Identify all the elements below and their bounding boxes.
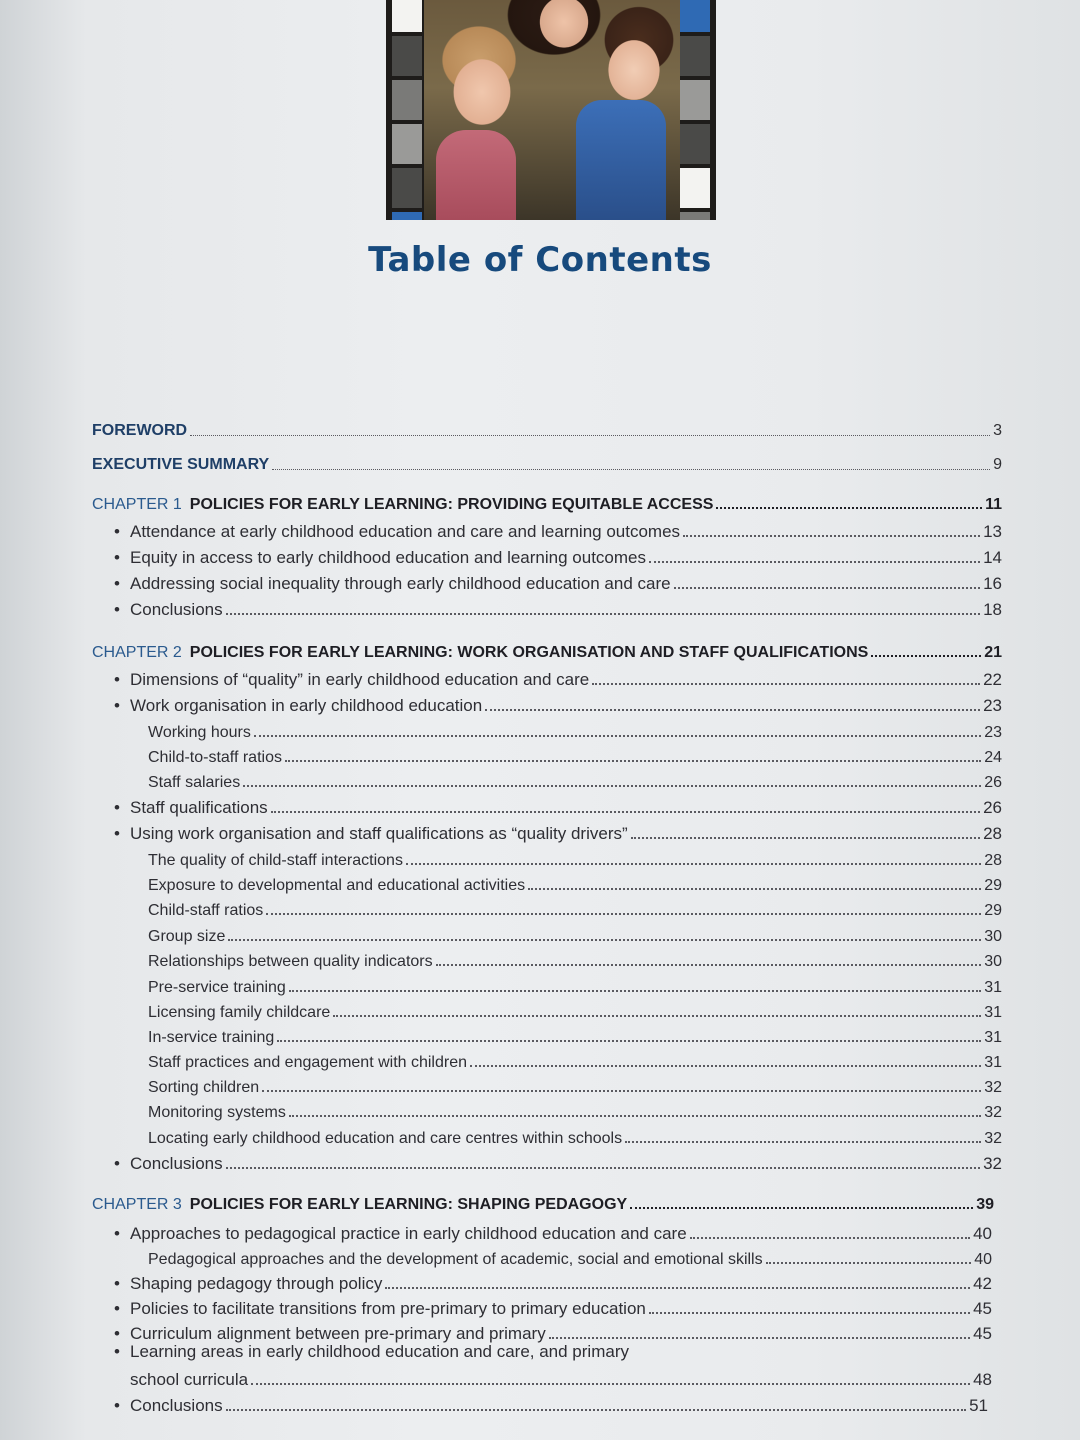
toc-subitem[interactable] [148,1023,1002,1047]
leader-dots [625,1141,981,1143]
leader-dots [683,535,980,537]
toc-label: Dimensions of “quality” in early childhood education and care [130,670,590,689]
toc-page: 42 [973,1274,992,1293]
leader-dots [251,1383,970,1385]
toc-page: 9 [993,456,1002,473]
toc-page: 40 [973,1224,992,1243]
toc-page: 32 [984,1130,1002,1147]
toc-label: school curricula [130,1370,249,1389]
toc-label: Conclusions [130,1154,223,1173]
toc-subitem[interactable] [148,922,1002,946]
leader-dots [716,507,982,509]
toc-page: 18 [983,600,1002,619]
toc-label: Shaping pedagogy through policy [130,1274,383,1293]
toc-item[interactable]: • Curriculum alignment between pre-primary and primary 45 [114,1324,992,1343]
toc-label: Relationships between quality indicators [148,953,433,970]
toc-page: 30 [984,953,1002,970]
toc-subitem[interactable] [148,846,1002,870]
leader-dots [766,1262,972,1264]
chapter-title: POLICIES FOR EARLY LEARNING: PROVIDING EQUITABLE ACCESS [189,496,714,513]
toc-label: Staff salaries [148,774,241,791]
toc-foreword[interactable] [92,416,1002,440]
leader-dots [485,709,980,711]
toc-page: 23 [983,696,1002,715]
toc-label: Pre-service training [148,979,286,996]
leader-dots [406,863,981,865]
toc-page: 39 [976,1196,994,1213]
toc-page: 31 [984,1054,1002,1071]
toc-item[interactable]: • Policies to facilitate transitions from pre-primary to primary education 45 [114,1299,992,1318]
toc-subitem[interactable] [148,896,1002,920]
toc-item[interactable]: • Conclusions 32 [114,1154,1002,1173]
toc-page: 45 [973,1324,992,1343]
toc-item[interactable]: • Equity in access to early childhood education and learning outcomes 14 [114,548,1002,567]
toc-label: Child-to-staff ratios [148,749,282,766]
toc-subitem[interactable] [148,743,1002,767]
leader-dots [649,1312,970,1314]
leader-dots [254,735,981,737]
toc-label: In-service training [148,1029,275,1046]
toc-page: 11 [985,496,1002,513]
page-title: Table of Contents [368,240,712,280]
toc-page: 45 [973,1299,992,1318]
leader-dots [592,683,980,685]
toc-label: Sorting children [148,1079,260,1096]
toc-item[interactable]: • Dimensions of “quality” in early childhood education and care 22 [114,670,1002,689]
leader-dots [631,837,980,839]
chapter-number: CHAPTER 1 [92,496,182,513]
leader-dots [190,435,990,436]
leader-dots [528,888,981,890]
toc-subitem[interactable] [148,1245,992,1269]
toc-label: Child-staff ratios [148,902,264,919]
leader-dots [243,785,981,787]
toc-item[interactable] [130,1366,992,1390]
toc-page: 32 [984,1079,1002,1096]
leader-dots [674,587,981,589]
toc-executive-summary[interactable] [92,450,1002,474]
toc-subitem[interactable] [148,718,1002,742]
toc-page: 23 [984,724,1002,741]
leader-dots [649,561,980,563]
toc-label: Conclusions [130,600,223,619]
leader-dots [436,964,982,966]
toc-chapter-3[interactable] [92,1190,994,1214]
toc-label: Equity in access to early childhood education and learning outcomes [130,548,646,567]
toc-item[interactable]: • Conclusions 18 [114,600,1002,619]
toc-page: 26 [983,798,1002,817]
toc-page: 40 [974,1251,992,1268]
toc-label: Monitoring systems [148,1104,286,1121]
toc-label: Approaches to pedagogical practice in early childhood education and care [130,1224,687,1243]
toc-label: Pedagogical approaches and the development of academic, social and emotional skills [148,1251,763,1268]
leader-dots [226,1409,966,1411]
toc-label: The quality of child-staff interactions [148,852,403,869]
toc-page: 13 [983,522,1002,541]
toc-label: EXECUTIVE SUMMARY [92,456,270,473]
toc-page: 31 [984,1004,1002,1021]
leader-dots [266,913,981,915]
toc-item[interactable]: • Addressing social inequality through early childhood education and care 16 [114,574,1002,593]
toc-label: Work organisation in early childhood education [130,696,483,715]
toc-label: Exposure to developmental and educational activities [148,877,526,894]
toc-label: Curriculum alignment between pre-primary and primary [130,1324,546,1343]
leader-dots [690,1237,970,1239]
toc-label: Staff practices and engagement with children [148,1054,468,1071]
toc-page: 14 [983,548,1002,567]
chapter-number: CHAPTER 2 [92,644,182,661]
leader-dots [277,1040,981,1042]
toc-page: 29 [984,902,1002,919]
toc-page: 16 [983,574,1002,593]
toc-subitem[interactable] [148,998,1002,1022]
chapter-title: POLICIES FOR EARLY LEARNING: WORK ORGANISATION AND STAFF QUALIFICATIONS [189,644,869,661]
toc-item[interactable]: • Staff qualifications 26 [114,798,1002,817]
toc-page: 51 [969,1396,988,1415]
toc-item[interactable]: • Using work organisation and staff qualifications as “quality drivers” 28 [114,824,1002,843]
toc-chapter-1[interactable] [92,490,1002,514]
toc-label: Working hours [148,724,251,741]
leader-dots [871,655,981,657]
leader-dots [549,1337,970,1339]
toc-page: 28 [983,824,1002,843]
leader-dots [289,990,981,992]
leader-dots [630,1207,973,1209]
chapter-title: POLICIES FOR EARLY LEARNING: SHAPING PEDAGOGY [189,1196,628,1213]
toc-page: 21 [984,644,1002,661]
toc-page: 24 [984,749,1002,766]
toc-item[interactable]: • Approaches to pedagogical practice in early childhood education and care 40 [114,1224,992,1243]
toc-item-wrapped-line1[interactable]: • Learning areas in early childhood education and care, and primary [114,1342,629,1361]
toc-label: Policies to facilitate transitions from pre-primary to primary education [130,1299,646,1318]
toc-subitem[interactable] [148,1048,1002,1072]
toc-page: 28 [984,852,1002,869]
toc-page: 31 [984,1029,1002,1046]
toc-label: Licensing family childcare [148,1004,331,1021]
toc-page: 32 [984,1104,1002,1121]
toc-chapter-2[interactable] [92,638,1002,662]
toc-label: FOREWORD [92,422,188,439]
leader-dots [285,760,981,762]
toc-subitem[interactable] [148,1098,1002,1122]
toc-page: 26 [984,774,1002,791]
toc-label: Group size [148,928,226,945]
leader-dots [289,1115,981,1117]
toc-subitem[interactable] [148,1124,1002,1148]
toc-page: 22 [983,670,1002,689]
toc-page: 32 [983,1154,1002,1173]
leader-dots [272,469,990,470]
toc-item[interactable]: • Conclusions 51 [114,1396,988,1415]
toc-subitem[interactable] [148,768,1002,792]
leader-dots [470,1065,981,1067]
toc-label: Addressing social inequality through early childhood education and care [130,574,671,593]
leader-dots [385,1287,970,1289]
toc-page: 30 [984,928,1002,945]
leader-dots [226,1167,980,1169]
toc-page: 31 [984,979,1002,996]
toc-label: Learning areas in early childhood education and care, and primary [130,1342,629,1361]
toc-page: 3 [993,422,1002,439]
toc-page: 48 [973,1370,992,1389]
toc-item[interactable]: • Work organisation in early childhood education 23 [114,696,1002,715]
toc-label: Conclusions [130,1396,223,1415]
toc-label: Using work organisation and staff qualifications as “quality drivers” [130,824,628,843]
toc-label: Attendance at early childhood education and care and learning outcomes [130,522,681,541]
leader-dots [271,811,980,813]
leader-dots [262,1090,981,1092]
chapter-number: CHAPTER 3 [92,1196,182,1213]
leader-dots [333,1015,981,1017]
toc-subitem[interactable] [148,947,1002,971]
toc-subitem[interactable] [148,1073,1002,1097]
toc-page: 29 [984,877,1002,894]
toc-item[interactable]: • Shaping pedagogy through policy 42 [114,1274,992,1293]
toc-label: Locating early childhood education and care centres within schools [148,1130,623,1147]
leader-dots [228,939,981,941]
toc-subitem[interactable] [148,973,1002,997]
toc-label: Staff qualifications [130,798,268,817]
leader-dots [226,613,980,615]
toc-item[interactable]: • Attendance at early childhood education and care and learning outcomes 13 [114,522,1002,541]
toc-subitem[interactable] [148,871,1002,895]
